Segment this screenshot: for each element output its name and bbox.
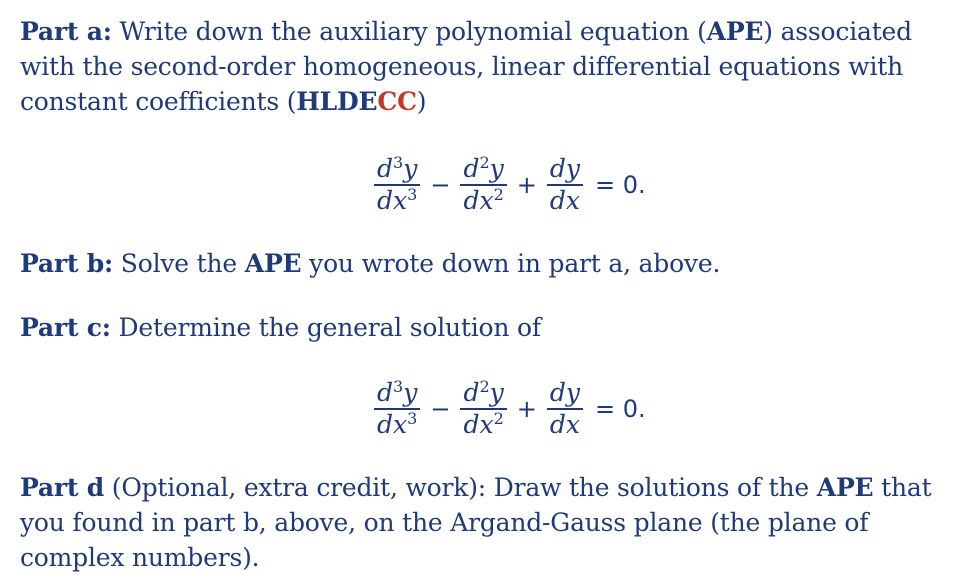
part-c-text-1: Determine the general solution of: [110, 313, 541, 342]
part-c-label: Part c:: [20, 313, 111, 342]
part-d-ape-term: APE: [816, 473, 874, 502]
second-derivative-fraction: $\frac{d^2y}{dx^2}$: [460, 154, 506, 216]
first-derivative-fraction: $\frac{dy}{dx}$: [547, 378, 583, 440]
part-a-ape-term: APE: [706, 17, 764, 46]
third-derivative-fraction: $\frac{d^3y}{dx^3}$: [374, 154, 420, 216]
part-b-label: Part b:: [20, 249, 114, 278]
equation-rhs: = 0.: [595, 171, 646, 199]
part-a-text-1: Write down the auxiliary polynomial equation (: [111, 17, 707, 46]
part-b-text-2: you wrote down in part a, above.: [301, 249, 721, 278]
minus-operator: −: [430, 171, 451, 199]
part-d-label: Part d: [20, 473, 105, 502]
part-a-text-2: ) associated with the second-order homogeneous, linear differential equations with constant coefficients (: [20, 17, 912, 116]
equation-rhs: = 0.: [595, 395, 646, 423]
differential-equation-2: [368, 378, 646, 440]
part-a-paragraph: [20, 14, 950, 119]
differential-equation-1: [368, 154, 646, 216]
part-a-text-3: ): [416, 87, 427, 116]
part-d-text-1: (Optional, extra credit, work): Draw the solutions of the: [104, 473, 817, 502]
part-c-paragraph: [20, 310, 950, 345]
part-d-text-2: that you found in part b, above, on the Argand-Gauss plane (the plane of complex numbers).: [20, 473, 932, 572]
part-d-paragraph: [20, 470, 950, 575]
part-b-paragraph: [20, 246, 950, 281]
minus-operator: −: [430, 395, 451, 423]
third-derivative-fraction: $\frac{d^3y}{dx^3}$: [374, 378, 420, 440]
first-derivative-fraction: $\frac{dy}{dx}$: [547, 154, 583, 216]
part-a-cc-term: CC: [377, 87, 417, 116]
part-a-hlde-term: HLDE: [296, 87, 378, 116]
part-b-ape-term: APE: [244, 249, 302, 278]
plus-operator: +: [516, 171, 537, 199]
part-b-text-1: Solve the: [113, 249, 245, 278]
second-derivative-fraction: $\frac{d^2y}{dx^2}$: [460, 378, 506, 440]
plus-operator: +: [516, 395, 537, 423]
part-a-label: Part a:: [20, 17, 112, 46]
